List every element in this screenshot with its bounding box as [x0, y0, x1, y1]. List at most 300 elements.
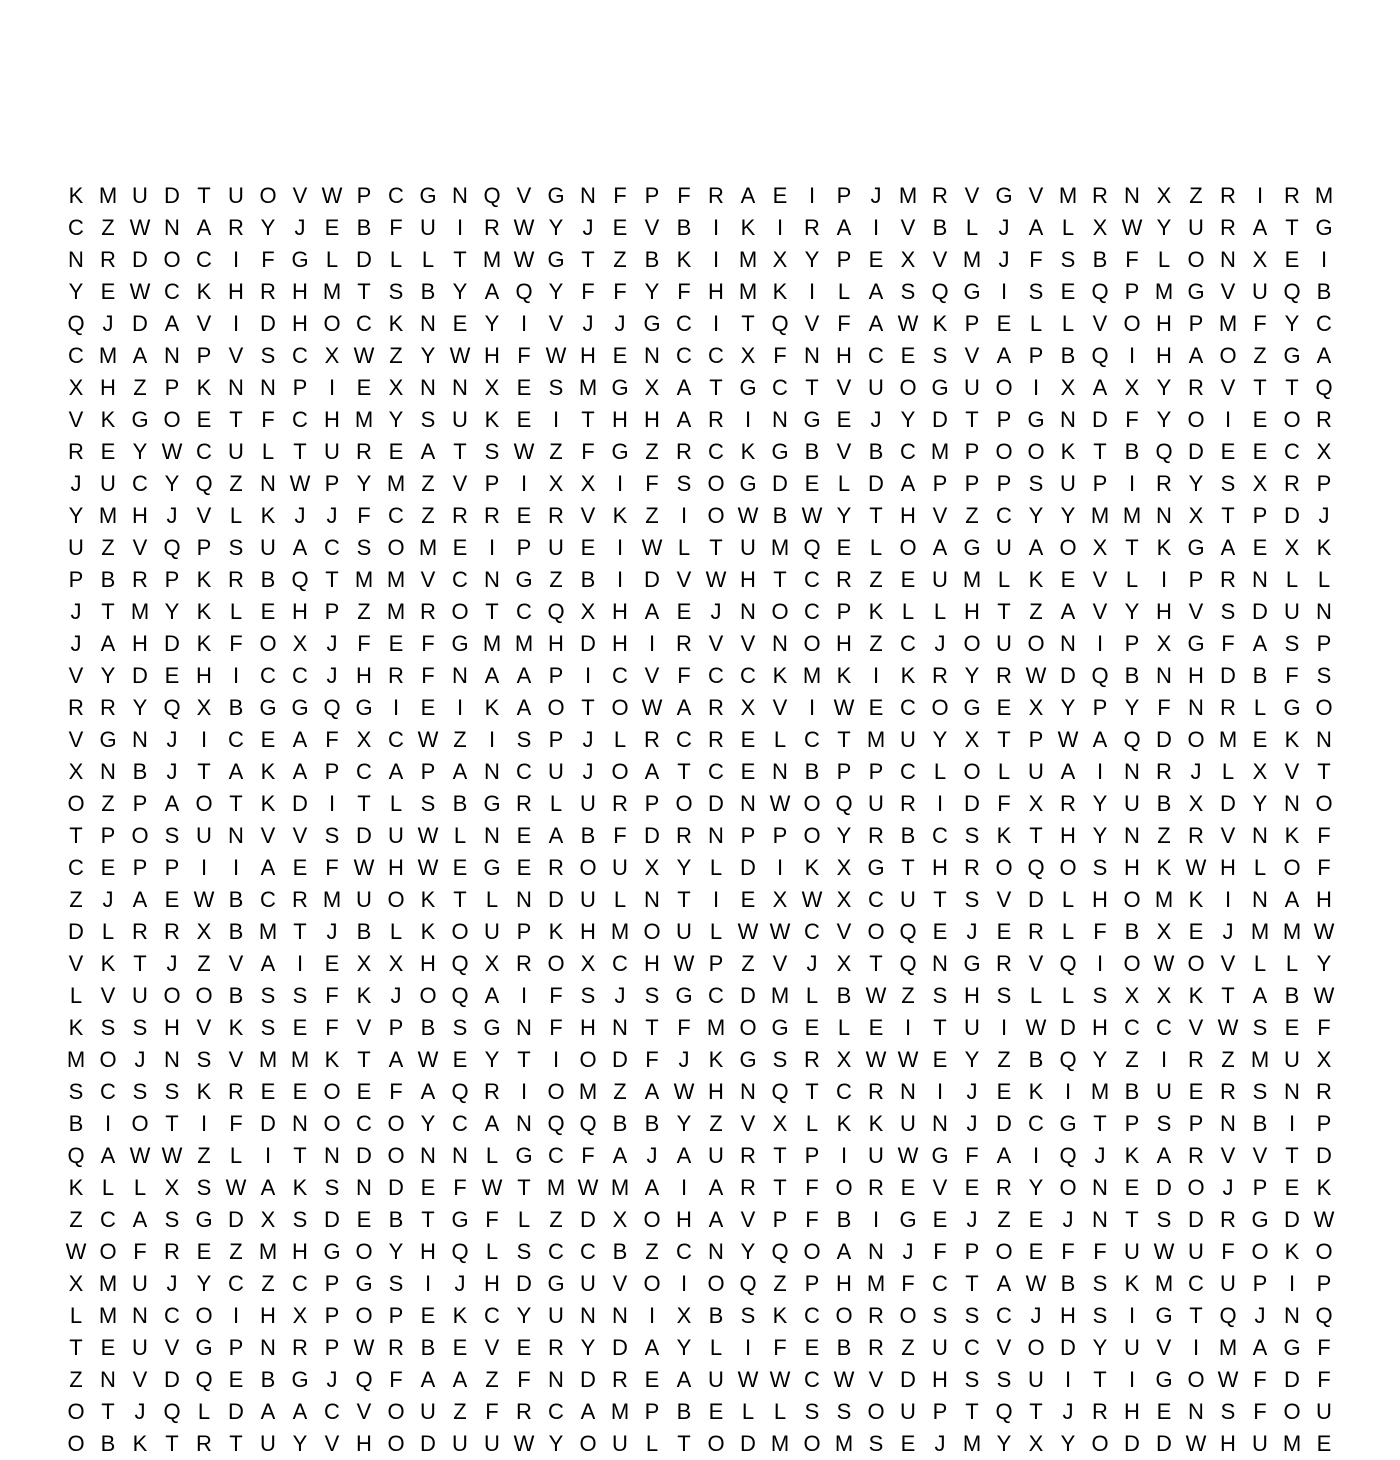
grid-letter[interactable]: E — [964, 1175, 980, 1200]
grid-letter[interactable]: A — [1252, 983, 1268, 1008]
grid-letter[interactable]: N — [1284, 1303, 1300, 1328]
grid-letter[interactable]: B — [132, 759, 148, 784]
grid-letter[interactable]: Z — [869, 567, 883, 592]
grid-letter[interactable]: O — [67, 1399, 85, 1424]
grid-letter[interactable]: T — [965, 1271, 979, 1296]
grid-letter[interactable]: N — [420, 311, 436, 336]
grid-letter[interactable]: M — [1090, 503, 1110, 528]
grid-letter[interactable]: U — [900, 1399, 916, 1424]
grid-letter[interactable]: V — [1028, 951, 1044, 976]
grid-letter[interactable]: Z — [1029, 599, 1043, 624]
grid-letter[interactable]: E — [932, 919, 948, 944]
grid-letter[interactable]: O — [1187, 1175, 1205, 1200]
grid-letter[interactable]: H — [612, 631, 628, 656]
grid-letter[interactable]: K — [196, 1079, 212, 1104]
grid-letter[interactable]: H — [388, 855, 404, 880]
grid-letter[interactable]: Q — [803, 535, 821, 560]
grid-letter[interactable]: X — [484, 951, 500, 976]
grid-letter[interactable]: Y — [1284, 311, 1300, 336]
grid-letter[interactable]: I — [552, 407, 560, 432]
grid-letter[interactable]: O — [643, 1207, 661, 1232]
grid-letter[interactable]: X — [68, 759, 84, 784]
grid-letter[interactable]: K — [1284, 727, 1300, 752]
grid-letter[interactable]: T — [1253, 375, 1267, 400]
grid-letter[interactable]: G — [1283, 343, 1301, 368]
grid-letter[interactable]: T — [517, 1047, 531, 1072]
grid-letter[interactable]: W — [545, 343, 567, 368]
grid-letter[interactable]: W — [449, 343, 471, 368]
grid-letter[interactable]: M — [1154, 1271, 1174, 1296]
grid-letter[interactable]: D — [164, 631, 180, 656]
grid-letter[interactable]: F — [1125, 407, 1139, 432]
grid-letter[interactable]: N — [1092, 1175, 1108, 1200]
grid-letter[interactable]: C — [676, 1239, 692, 1264]
grid-letter[interactable]: W — [1217, 1015, 1239, 1040]
grid-letter[interactable]: H — [612, 599, 628, 624]
grid-letter[interactable]: E — [1060, 279, 1076, 304]
grid-letter[interactable]: U — [612, 855, 628, 880]
grid-letter[interactable]: R — [1316, 407, 1332, 432]
grid-letter[interactable]: Q — [1155, 439, 1173, 464]
grid-letter[interactable]: G — [1155, 1303, 1173, 1328]
grid-letter[interactable]: T — [997, 727, 1011, 752]
grid-letter[interactable]: M — [1250, 1047, 1270, 1072]
grid-letter[interactable]: U — [68, 535, 84, 560]
grid-letter[interactable]: J — [582, 727, 594, 752]
grid-letter[interactable]: S — [1156, 1207, 1172, 1232]
grid-letter[interactable]: U — [356, 887, 372, 912]
grid-letter[interactable]: C — [68, 343, 84, 368]
grid-letter[interactable]: I — [1160, 567, 1168, 592]
grid-letter[interactable]: T — [69, 823, 83, 848]
grid-letter[interactable]: O — [803, 1239, 821, 1264]
grid-letter[interactable]: X — [964, 727, 980, 752]
grid-letter[interactable]: F — [805, 1207, 819, 1232]
grid-letter[interactable]: L — [325, 247, 339, 272]
grid-letter[interactable]: J — [966, 919, 978, 944]
grid-letter[interactable]: G — [291, 247, 309, 272]
grid-letter[interactable]: Y — [100, 663, 116, 688]
grid-letter[interactable]: A — [1284, 887, 1300, 912]
grid-letter[interactable]: K — [100, 951, 116, 976]
grid-letter[interactable]: E — [676, 599, 692, 624]
grid-letter[interactable]: C — [676, 727, 692, 752]
grid-letter[interactable]: P — [292, 375, 308, 400]
grid-letter[interactable]: X — [1156, 983, 1172, 1008]
grid-letter[interactable]: L — [421, 247, 435, 272]
grid-letter[interactable]: W — [577, 1175, 599, 1200]
grid-letter[interactable]: R — [1220, 215, 1236, 240]
grid-letter[interactable]: N — [1060, 407, 1076, 432]
grid-letter[interactable]: U — [420, 215, 436, 240]
grid-letter[interactable]: G — [899, 1207, 917, 1232]
grid-letter[interactable]: H — [1060, 1303, 1076, 1328]
grid-letter[interactable]: M — [66, 1047, 86, 1072]
grid-letter[interactable]: S — [228, 535, 244, 560]
grid-letter[interactable]: E — [836, 407, 852, 432]
grid-letter[interactable]: V — [1252, 1143, 1268, 1168]
grid-letter[interactable]: E — [868, 247, 884, 272]
grid-letter[interactable]: V — [68, 951, 84, 976]
grid-letter[interactable]: V — [484, 1335, 500, 1360]
grid-letter[interactable]: W — [1217, 1367, 1239, 1392]
grid-letter[interactable]: A — [644, 599, 660, 624]
grid-letter[interactable]: R — [900, 791, 916, 816]
grid-letter[interactable]: E — [1252, 407, 1268, 432]
grid-letter[interactable]: L — [1221, 759, 1235, 784]
grid-letter[interactable]: L — [837, 279, 851, 304]
grid-letter[interactable]: F — [1253, 1367, 1267, 1392]
grid-letter[interactable]: O — [1219, 343, 1237, 368]
grid-letter[interactable]: F — [261, 247, 275, 272]
grid-letter[interactable]: E — [900, 567, 916, 592]
grid-letter[interactable]: K — [260, 791, 276, 816]
grid-letter[interactable]: U — [228, 439, 244, 464]
grid-letter[interactable]: F — [357, 503, 371, 528]
grid-letter[interactable]: B — [804, 759, 820, 784]
grid-letter[interactable]: J — [326, 503, 338, 528]
grid-letter[interactable]: A — [644, 1175, 660, 1200]
grid-letter[interactable]: N — [132, 1303, 148, 1328]
grid-letter[interactable]: P — [324, 1335, 340, 1360]
grid-letter[interactable]: W — [1057, 727, 1079, 752]
grid-letter[interactable]: Y — [1060, 695, 1076, 720]
grid-letter[interactable]: P — [836, 183, 852, 208]
grid-letter[interactable]: V — [132, 535, 148, 560]
grid-letter[interactable]: O — [963, 759, 981, 784]
grid-letter[interactable]: V — [772, 951, 788, 976]
grid-letter[interactable]: B — [1028, 1047, 1044, 1072]
grid-letter[interactable]: O — [387, 1399, 405, 1424]
grid-letter[interactable]: E — [196, 1239, 212, 1264]
grid-letter[interactable]: G — [355, 1271, 373, 1296]
grid-letter[interactable]: Y — [1252, 791, 1268, 816]
grid-letter[interactable]: T — [453, 439, 467, 464]
grid-letter[interactable]: S — [164, 823, 180, 848]
grid-letter[interactable]: S — [548, 375, 564, 400]
grid-letter[interactable]: G — [803, 407, 821, 432]
grid-letter[interactable]: T — [1125, 1207, 1139, 1232]
grid-letter[interactable]: B — [1316, 279, 1332, 304]
grid-letter[interactable]: H — [580, 343, 596, 368]
grid-letter[interactable]: S — [1092, 1303, 1108, 1328]
grid-letter[interactable]: R — [1092, 183, 1108, 208]
grid-letter[interactable]: P — [1252, 1175, 1268, 1200]
grid-letter[interactable]: B — [68, 1111, 84, 1136]
grid-letter[interactable]: U — [484, 1431, 500, 1456]
grid-letter[interactable]: D — [1284, 1207, 1300, 1232]
grid-letter[interactable]: I — [488, 535, 496, 560]
grid-letter[interactable]: O — [1315, 791, 1333, 816]
grid-letter[interactable]: D — [772, 471, 788, 496]
grid-letter[interactable]: H — [932, 855, 948, 880]
grid-letter[interactable]: W — [513, 1431, 535, 1456]
grid-letter[interactable]: N — [900, 1079, 916, 1104]
grid-letter[interactable]: L — [517, 1207, 531, 1232]
grid-letter[interactable]: S — [388, 279, 404, 304]
grid-letter[interactable]: D — [1220, 663, 1236, 688]
grid-letter[interactable]: E — [1284, 1175, 1300, 1200]
grid-letter[interactable]: G — [1187, 535, 1205, 560]
grid-letter[interactable]: A — [740, 183, 756, 208]
grid-letter[interactable]: E — [868, 695, 884, 720]
grid-letter[interactable]: O — [163, 247, 181, 272]
grid-letter[interactable]: D — [260, 1111, 276, 1136]
grid-letter[interactable]: O — [1091, 1431, 1109, 1456]
grid-letter[interactable]: P — [388, 1015, 404, 1040]
grid-letter[interactable]: N — [100, 1367, 116, 1392]
grid-letter[interactable]: Z — [869, 631, 883, 656]
grid-letter[interactable]: B — [356, 919, 372, 944]
grid-letter[interactable]: X — [836, 951, 852, 976]
grid-letter[interactable]: G — [739, 471, 757, 496]
grid-letter[interactable]: P — [420, 759, 436, 784]
grid-letter[interactable]: K — [868, 599, 884, 624]
grid-letter[interactable]: W — [801, 887, 823, 912]
grid-letter[interactable]: V — [644, 215, 660, 240]
grid-letter[interactable]: W — [865, 983, 887, 1008]
grid-letter[interactable]: F — [357, 631, 371, 656]
grid-letter[interactable]: K — [1028, 567, 1044, 592]
grid-letter[interactable]: G — [291, 695, 309, 720]
grid-letter[interactable]: T — [1285, 1143, 1299, 1168]
grid-letter[interactable]: D — [932, 407, 948, 432]
grid-letter[interactable]: A — [996, 343, 1012, 368]
grid-letter[interactable]: C — [388, 183, 404, 208]
grid-letter[interactable]: A — [996, 1271, 1012, 1296]
grid-letter[interactable]: Y — [580, 1335, 596, 1360]
grid-letter[interactable]: A — [900, 471, 916, 496]
grid-letter[interactable]: N — [708, 1239, 724, 1264]
grid-letter[interactable]: Y — [68, 503, 84, 528]
grid-letter[interactable]: I — [1000, 279, 1008, 304]
grid-letter[interactable]: K — [676, 247, 692, 272]
grid-letter[interactable]: G — [1283, 695, 1301, 720]
grid-letter[interactable]: M — [98, 503, 118, 528]
grid-letter[interactable]: H — [196, 663, 212, 688]
grid-letter[interactable]: W — [1313, 1207, 1335, 1232]
grid-letter[interactable]: W — [513, 215, 535, 240]
grid-letter[interactable]: Q — [1091, 343, 1109, 368]
grid-letter[interactable]: W — [417, 823, 439, 848]
grid-letter[interactable]: O — [1123, 887, 1141, 912]
grid-letter[interactable]: M — [578, 375, 598, 400]
grid-letter[interactable]: K — [772, 663, 788, 688]
grid-letter[interactable]: F — [549, 1015, 563, 1040]
grid-letter[interactable]: R — [804, 1047, 820, 1072]
grid-letter[interactable]: O — [835, 1303, 853, 1328]
grid-letter[interactable]: T — [933, 1015, 947, 1040]
grid-letter[interactable]: V — [548, 311, 564, 336]
grid-letter[interactable]: I — [712, 311, 720, 336]
grid-letter[interactable]: E — [388, 631, 404, 656]
grid-letter[interactable]: J — [294, 215, 306, 240]
grid-letter[interactable]: J — [70, 631, 82, 656]
grid-letter[interactable]: A — [836, 1239, 852, 1264]
grid-letter[interactable]: G — [643, 311, 661, 336]
grid-letter[interactable]: R — [708, 407, 724, 432]
grid-letter[interactable]: N — [1156, 503, 1172, 528]
grid-letter[interactable]: W — [1153, 1239, 1175, 1264]
grid-letter[interactable]: R — [644, 727, 660, 752]
grid-letter[interactable]: O — [323, 1079, 341, 1104]
grid-letter[interactable]: E — [356, 1079, 372, 1104]
grid-letter[interactable]: Z — [997, 1047, 1011, 1072]
grid-letter[interactable]: V — [836, 439, 852, 464]
grid-letter[interactable]: A — [1252, 215, 1268, 240]
grid-letter[interactable]: R — [868, 1175, 884, 1200]
grid-letter[interactable]: Y — [452, 279, 468, 304]
grid-letter[interactable]: L — [1061, 983, 1075, 1008]
grid-letter[interactable]: W — [417, 855, 439, 880]
grid-letter[interactable]: Z — [197, 1143, 211, 1168]
grid-letter[interactable]: Y — [676, 855, 692, 880]
grid-letter[interactable]: A — [1028, 215, 1044, 240]
grid-letter[interactable]: D — [228, 1399, 244, 1424]
grid-letter[interactable]: X — [580, 951, 596, 976]
grid-letter[interactable]: V — [1092, 567, 1108, 592]
grid-letter[interactable]: U — [1316, 1399, 1332, 1424]
grid-letter[interactable]: J — [934, 631, 946, 656]
grid-letter[interactable]: K — [1316, 535, 1332, 560]
grid-letter[interactable]: V — [68, 727, 84, 752]
grid-letter[interactable]: F — [677, 1015, 691, 1040]
grid-letter[interactable]: N — [1188, 695, 1204, 720]
grid-letter[interactable]: B — [804, 439, 820, 464]
grid-letter[interactable]: L — [1125, 567, 1139, 592]
grid-letter[interactable]: V — [740, 1111, 756, 1136]
grid-letter[interactable]: P — [1252, 1271, 1268, 1296]
grid-letter[interactable]: R — [164, 1239, 180, 1264]
grid-letter[interactable]: I — [936, 1079, 944, 1104]
grid-letter[interactable]: S — [292, 1207, 308, 1232]
grid-letter[interactable]: M — [1250, 919, 1270, 944]
grid-letter[interactable]: V — [1092, 599, 1108, 624]
grid-letter[interactable]: T — [229, 1431, 243, 1456]
grid-letter[interactable]: P — [964, 311, 980, 336]
grid-letter[interactable]: Z — [773, 1271, 787, 1296]
grid-letter[interactable]: Z — [101, 215, 115, 240]
grid-letter[interactable]: A — [580, 1399, 596, 1424]
grid-letter[interactable]: O — [643, 919, 661, 944]
grid-letter[interactable]: F — [581, 1143, 595, 1168]
grid-letter[interactable]: O — [707, 1431, 725, 1456]
grid-letter[interactable]: L — [69, 983, 83, 1008]
grid-letter[interactable]: A — [100, 1143, 116, 1168]
grid-letter[interactable]: K — [804, 855, 820, 880]
grid-letter[interactable]: C — [964, 1335, 980, 1360]
grid-letter[interactable]: G — [483, 1015, 501, 1040]
grid-letter[interactable]: R — [868, 1335, 884, 1360]
grid-letter[interactable]: A — [836, 215, 852, 240]
grid-letter[interactable]: O — [387, 535, 405, 560]
grid-letter[interactable]: W — [1025, 663, 1047, 688]
grid-letter[interactable]: S — [580, 983, 596, 1008]
grid-letter[interactable]: I — [552, 1047, 560, 1072]
grid-letter[interactable]: E — [580, 535, 596, 560]
grid-letter[interactable]: R — [1188, 1047, 1204, 1072]
grid-letter[interactable]: T — [101, 1399, 115, 1424]
grid-letter[interactable]: B — [420, 1335, 436, 1360]
grid-letter[interactable]: L — [1157, 247, 1171, 272]
grid-letter[interactable]: E — [324, 215, 340, 240]
grid-letter[interactable]: R — [868, 823, 884, 848]
grid-letter[interactable]: J — [1190, 759, 1202, 784]
grid-letter[interactable]: S — [132, 1079, 148, 1104]
grid-letter[interactable]: X — [388, 951, 404, 976]
grid-letter[interactable]: P — [804, 1271, 820, 1296]
grid-letter[interactable]: J — [70, 599, 82, 624]
grid-letter[interactable]: O — [355, 1239, 373, 1264]
grid-letter[interactable]: O — [1059, 855, 1077, 880]
grid-letter[interactable]: L — [229, 599, 243, 624]
grid-letter[interactable]: W — [1121, 215, 1143, 240]
grid-letter[interactable]: X — [196, 919, 212, 944]
grid-letter[interactable]: G — [515, 1143, 533, 1168]
grid-letter[interactable]: E — [900, 1175, 916, 1200]
grid-letter[interactable]: Y — [644, 279, 660, 304]
grid-letter[interactable]: U — [708, 1143, 724, 1168]
grid-letter[interactable]: I — [1064, 1367, 1072, 1392]
grid-letter[interactable]: X — [1316, 1047, 1332, 1072]
grid-letter[interactable]: M — [290, 1047, 310, 1072]
grid-letter[interactable]: K — [196, 567, 212, 592]
grid-letter[interactable]: H — [228, 279, 244, 304]
grid-letter[interactable]: C — [772, 375, 788, 400]
grid-letter[interactable]: R — [1156, 759, 1172, 784]
grid-letter[interactable]: C — [100, 1079, 116, 1104]
grid-letter[interactable]: H — [676, 1207, 692, 1232]
grid-letter[interactable]: N — [1220, 1111, 1236, 1136]
grid-letter[interactable]: S — [420, 407, 436, 432]
grid-letter[interactable]: S — [388, 1271, 404, 1296]
grid-letter[interactable]: N — [548, 1367, 564, 1392]
grid-letter[interactable]: Q — [835, 791, 853, 816]
grid-letter[interactable]: G — [547, 1271, 565, 1296]
grid-letter[interactable]: I — [1320, 247, 1328, 272]
grid-letter[interactable]: P — [324, 1271, 340, 1296]
grid-letter[interactable]: V — [644, 663, 660, 688]
grid-letter[interactable]: R — [740, 1175, 756, 1200]
grid-letter[interactable]: Y — [1156, 407, 1172, 432]
grid-letter[interactable]: S — [1156, 1111, 1172, 1136]
grid-letter[interactable]: U — [1124, 791, 1140, 816]
grid-letter[interactable]: A — [292, 727, 308, 752]
grid-letter[interactable]: F — [1317, 1015, 1331, 1040]
grid-letter[interactable]: Y — [1124, 695, 1140, 720]
grid-letter[interactable]: U — [1284, 1047, 1300, 1072]
grid-letter[interactable]: T — [325, 567, 339, 592]
grid-letter[interactable]: S — [1284, 631, 1300, 656]
grid-letter[interactable]: N — [420, 1143, 436, 1168]
grid-letter[interactable]: S — [452, 1015, 468, 1040]
grid-letter[interactable]: E — [324, 951, 340, 976]
grid-letter[interactable]: X — [900, 247, 916, 272]
grid-letter[interactable]: C — [708, 343, 724, 368]
grid-letter[interactable]: S — [196, 1175, 212, 1200]
grid-letter[interactable]: G — [99, 727, 117, 752]
grid-letter[interactable]: Q — [323, 695, 341, 720]
grid-letter[interactable]: Z — [997, 1207, 1011, 1232]
grid-letter[interactable]: C — [868, 343, 884, 368]
grid-letter[interactable]: M — [834, 1431, 854, 1456]
grid-letter[interactable]: K — [836, 663, 852, 688]
grid-letter[interactable]: J — [326, 1367, 338, 1392]
grid-letter[interactable]: I — [1032, 1143, 1040, 1168]
grid-letter[interactable]: G — [931, 1143, 949, 1168]
grid-letter[interactable]: K — [612, 503, 628, 528]
grid-letter[interactable]: K — [68, 183, 84, 208]
